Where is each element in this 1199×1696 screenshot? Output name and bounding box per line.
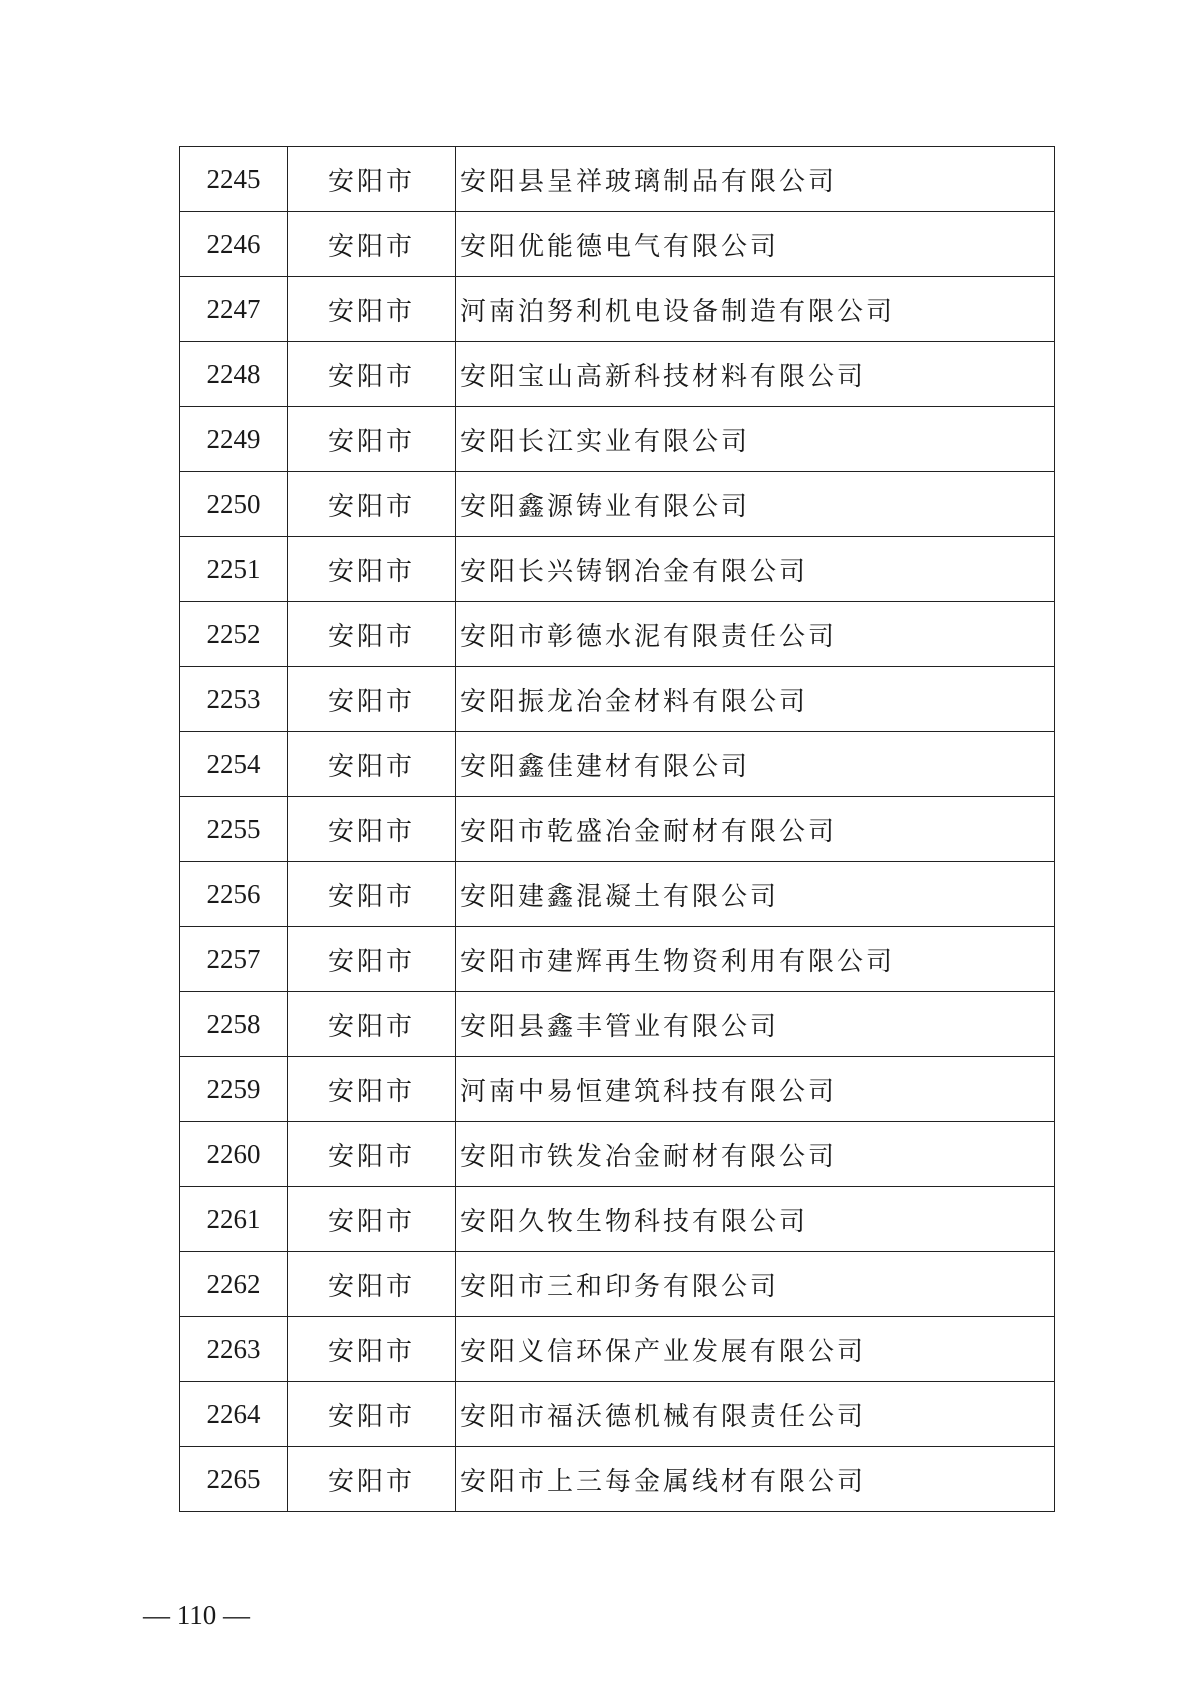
row-city: 安阳市 <box>288 472 456 537</box>
row-number: 2258 <box>180 992 288 1057</box>
row-city: 安阳市 <box>288 667 456 732</box>
table-row <box>180 147 1055 212</box>
table-row <box>180 537 1055 602</box>
row-company: 安阳市乾盛冶金耐材有限公司 <box>456 797 1055 862</box>
row-city: 安阳市 <box>288 732 456 797</box>
row-number: 2259 <box>180 1057 288 1122</box>
row-city: 安阳市 <box>288 342 456 407</box>
row-city: 安阳市 <box>288 602 456 667</box>
table-row <box>180 992 1055 1057</box>
row-city: 安阳市 <box>288 1382 456 1447</box>
row-number: 2262 <box>180 1252 288 1317</box>
row-number: 2261 <box>180 1187 288 1252</box>
row-number: 2256 <box>180 862 288 927</box>
row-number: 2252 <box>180 602 288 667</box>
table-row <box>180 472 1055 537</box>
row-number: 2248 <box>180 342 288 407</box>
page-number: — 110 — <box>143 1600 250 1630</box>
row-company: 安阳县鑫丰管业有限公司 <box>456 992 1055 1057</box>
row-number: 2255 <box>180 797 288 862</box>
table-row <box>180 1122 1055 1187</box>
row-company: 安阳久牧生物科技有限公司 <box>456 1187 1055 1252</box>
table-row <box>180 212 1055 277</box>
table-row <box>180 732 1055 797</box>
row-number: 2264 <box>180 1382 288 1447</box>
table-body <box>180 147 1055 1512</box>
table-row <box>180 1447 1055 1512</box>
row-company: 安阳长兴铸钢冶金有限公司 <box>456 537 1055 602</box>
row-company: 安阳义信环保产业发展有限公司 <box>456 1317 1055 1382</box>
row-city: 安阳市 <box>288 212 456 277</box>
row-city: 安阳市 <box>288 1122 456 1187</box>
row-city: 安阳市 <box>288 992 456 1057</box>
row-city: 安阳市 <box>288 537 456 602</box>
row-number: 2247 <box>180 277 288 342</box>
enterprise-list-table <box>179 146 1055 1512</box>
row-number: 2260 <box>180 1122 288 1187</box>
row-city: 安阳市 <box>288 797 456 862</box>
table-row <box>180 862 1055 927</box>
row-company: 安阳长江实业有限公司 <box>456 407 1055 472</box>
row-number: 2257 <box>180 927 288 992</box>
row-number: 2249 <box>180 407 288 472</box>
row-city: 安阳市 <box>288 1317 456 1382</box>
row-company: 安阳市上三每金属线材有限公司 <box>456 1447 1055 1512</box>
table-row <box>180 602 1055 667</box>
table-row <box>180 407 1055 472</box>
row-company: 安阳建鑫混凝土有限公司 <box>456 862 1055 927</box>
table-row <box>180 1382 1055 1447</box>
row-number: 2246 <box>180 212 288 277</box>
row-number: 2250 <box>180 472 288 537</box>
row-number: 2265 <box>180 1447 288 1512</box>
row-city: 安阳市 <box>288 147 456 212</box>
row-city: 安阳市 <box>288 1057 456 1122</box>
row-number: 2253 <box>180 667 288 732</box>
row-company: 河南泊努利机电设备制造有限公司 <box>456 277 1055 342</box>
table-row <box>180 342 1055 407</box>
row-city: 安阳市 <box>288 1187 456 1252</box>
table-row <box>180 1317 1055 1382</box>
row-company: 河南中易恒建筑科技有限公司 <box>456 1057 1055 1122</box>
table-row <box>180 1252 1055 1317</box>
row-city: 安阳市 <box>288 862 456 927</box>
row-company: 安阳县呈祥玻璃制品有限公司 <box>456 147 1055 212</box>
row-company: 安阳振龙冶金材料有限公司 <box>456 667 1055 732</box>
table-row <box>180 667 1055 732</box>
table-row <box>180 277 1055 342</box>
row-number: 2251 <box>180 537 288 602</box>
row-company: 安阳市彰德水泥有限责任公司 <box>456 602 1055 667</box>
row-company: 安阳市铁发冶金耐材有限公司 <box>456 1122 1055 1187</box>
row-number: 2254 <box>180 732 288 797</box>
row-city: 安阳市 <box>288 1447 456 1512</box>
row-company: 安阳宝山高新科技材料有限公司 <box>456 342 1055 407</box>
table-row <box>180 1187 1055 1252</box>
table-row <box>180 1057 1055 1122</box>
row-number: 2245 <box>180 147 288 212</box>
row-company: 安阳市建辉再生物资利用有限公司 <box>456 927 1055 992</box>
row-company: 安阳优能德电气有限公司 <box>456 212 1055 277</box>
row-city: 安阳市 <box>288 927 456 992</box>
table-row <box>180 927 1055 992</box>
row-number: 2263 <box>180 1317 288 1382</box>
row-company: 安阳市三和印务有限公司 <box>456 1252 1055 1317</box>
row-company: 安阳市福沃德机械有限责任公司 <box>456 1382 1055 1447</box>
row-company: 安阳鑫源铸业有限公司 <box>456 472 1055 537</box>
table-row <box>180 797 1055 862</box>
row-city: 安阳市 <box>288 1252 456 1317</box>
row-city: 安阳市 <box>288 407 456 472</box>
row-city: 安阳市 <box>288 277 456 342</box>
row-company: 安阳鑫佳建材有限公司 <box>456 732 1055 797</box>
